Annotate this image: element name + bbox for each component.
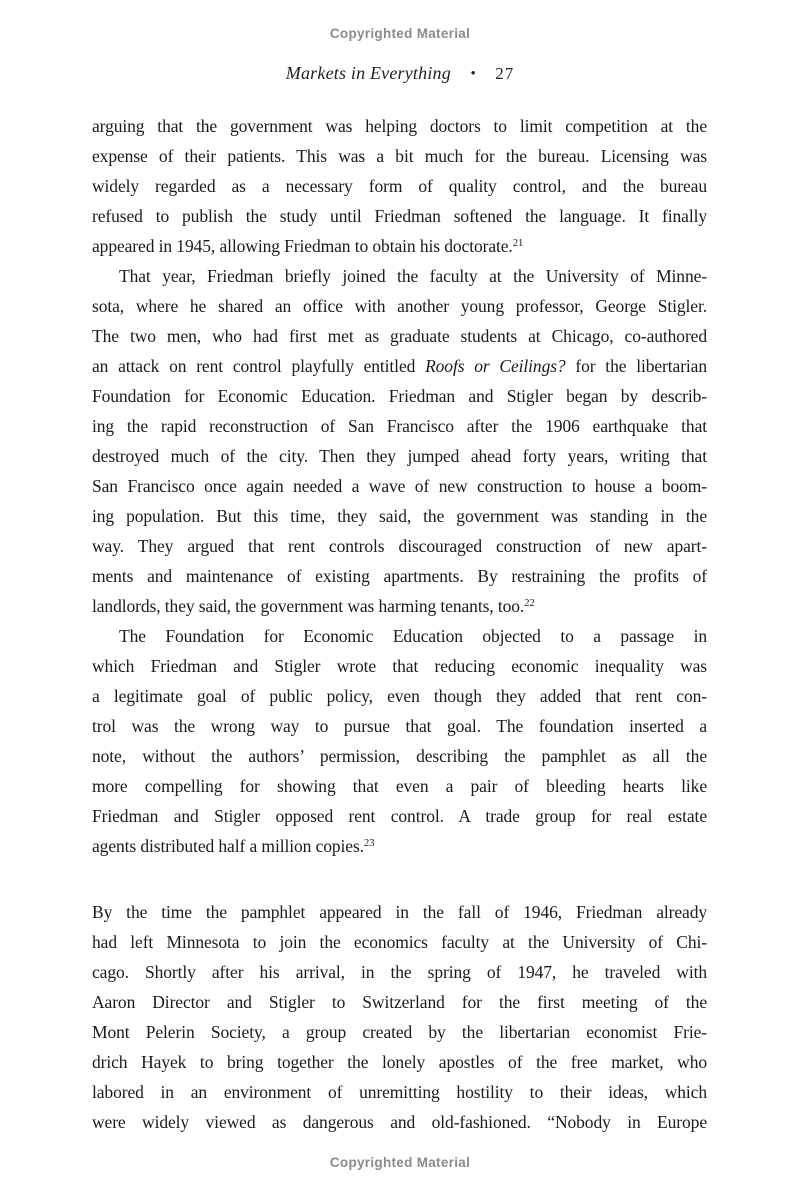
text-line: agents distributed half a million copies.$^{23}$ (92, 836, 375, 856)
copyright-notice-top: Copyrighted Material (329, 26, 471, 41)
text-line: had left Minnesota to join the economics faculty at the University of Chi- (92, 932, 707, 952)
paragraph (92, 621, 707, 861)
text-line: ing population. But this time, they said, the government was standing in the (92, 506, 707, 526)
text-line: way. They argued that rent controls discouraged construction of new apart- (92, 536, 707, 556)
text-line: a legitimate goal of public policy, even though they added that rent con- (92, 686, 707, 706)
text-line: The two men, who had first met as graduate students at Chicago, co-authored (92, 326, 707, 346)
text-line: By the time the pamphlet appeared in the fall of 1946, Friedman already (92, 902, 707, 922)
text-line: Foundation for Economic Education. Friedman and Stigler began by describ- (92, 386, 707, 406)
text-line: Mont Pelerin Society, a group created by the libertarian economist Frie- (92, 1022, 707, 1042)
text-line: widely regarded as a necessary form of quality control, and the bureau (92, 176, 707, 196)
text-line: That year, Friedman briefly joined the faculty at the University of Minne- (119, 266, 707, 286)
paragraph (92, 111, 707, 261)
text-line: refused to publish the study until Friedman softened the language. It finally (92, 206, 707, 226)
page-body (92, 111, 707, 1137)
text-line: ments and maintenance of existing apartments. By restraining the profits of (92, 566, 707, 586)
text-line: an attack on rent control playfully entitled Roofs or Ceilings? for the libertarian (92, 356, 707, 376)
running-header (0, 62, 800, 85)
text-line: labored in an environment of unremitting hostility to their ideas, which (92, 1082, 707, 1102)
text-line: expense of their patients. This was a bit much for the bureau. Licensing was (92, 146, 707, 166)
text-line: Aaron Director and Stigler to Switzerland for the first meeting of the (92, 992, 707, 1012)
text-line: landlords, they said, the government was harming tenants, too.$^{22}$ (92, 596, 535, 616)
text-line: trol was the wrong way to pursue that goal. The foundation inserted a (92, 716, 707, 736)
text-line: Friedman and Stigler opposed rent control. A trade group for real estate (92, 806, 707, 826)
text-line: arguing that the government was helping doctors to limit competition at the (92, 116, 707, 136)
text-line: cago. Shortly after his arrival, in the spring of 1947, he traveled with (92, 962, 707, 982)
text-line: more compelling for showing that even a pair of bleeding hearts like (92, 776, 707, 796)
text-line: The Foundation for Economic Education objected to a passage in (119, 626, 707, 646)
paragraph (92, 261, 707, 621)
text-line: ing the rapid reconstruction of San Francisco after the 1906 earthquake that (92, 416, 707, 436)
bullet-separator-icon: • (470, 66, 476, 82)
text-line: sota, where he shared an office with another young professor, George Stigler. (92, 296, 707, 316)
copyright-notice-bottom: Copyrighted Material (329, 1155, 471, 1170)
text-line: note, without the authors’ permission, describing the pamphlet as all the (92, 746, 707, 766)
text-line: were widely viewed as dangerous and old-fashioned. “Nobody in Europe (92, 1112, 707, 1132)
text-line: drich Hayek to bring together the lonely apostles of the free market, who (92, 1052, 707, 1072)
text-line: appeared in 1945, allowing Friedman to obtain his doctorate.$^{21}$ (92, 236, 524, 256)
chapter-title: Markets in Everything (285, 63, 451, 83)
text-line: San Francisco once again needed a wave of new construction to house a boom- (92, 476, 707, 496)
text-line: destroyed much of the city. Then they jumped ahead forty years, writing that (92, 446, 707, 466)
paragraph (92, 897, 707, 1137)
page-number: 27 (495, 64, 515, 83)
text-line: which Friedman and Stigler wrote that reducing economic inequality was (92, 656, 707, 676)
